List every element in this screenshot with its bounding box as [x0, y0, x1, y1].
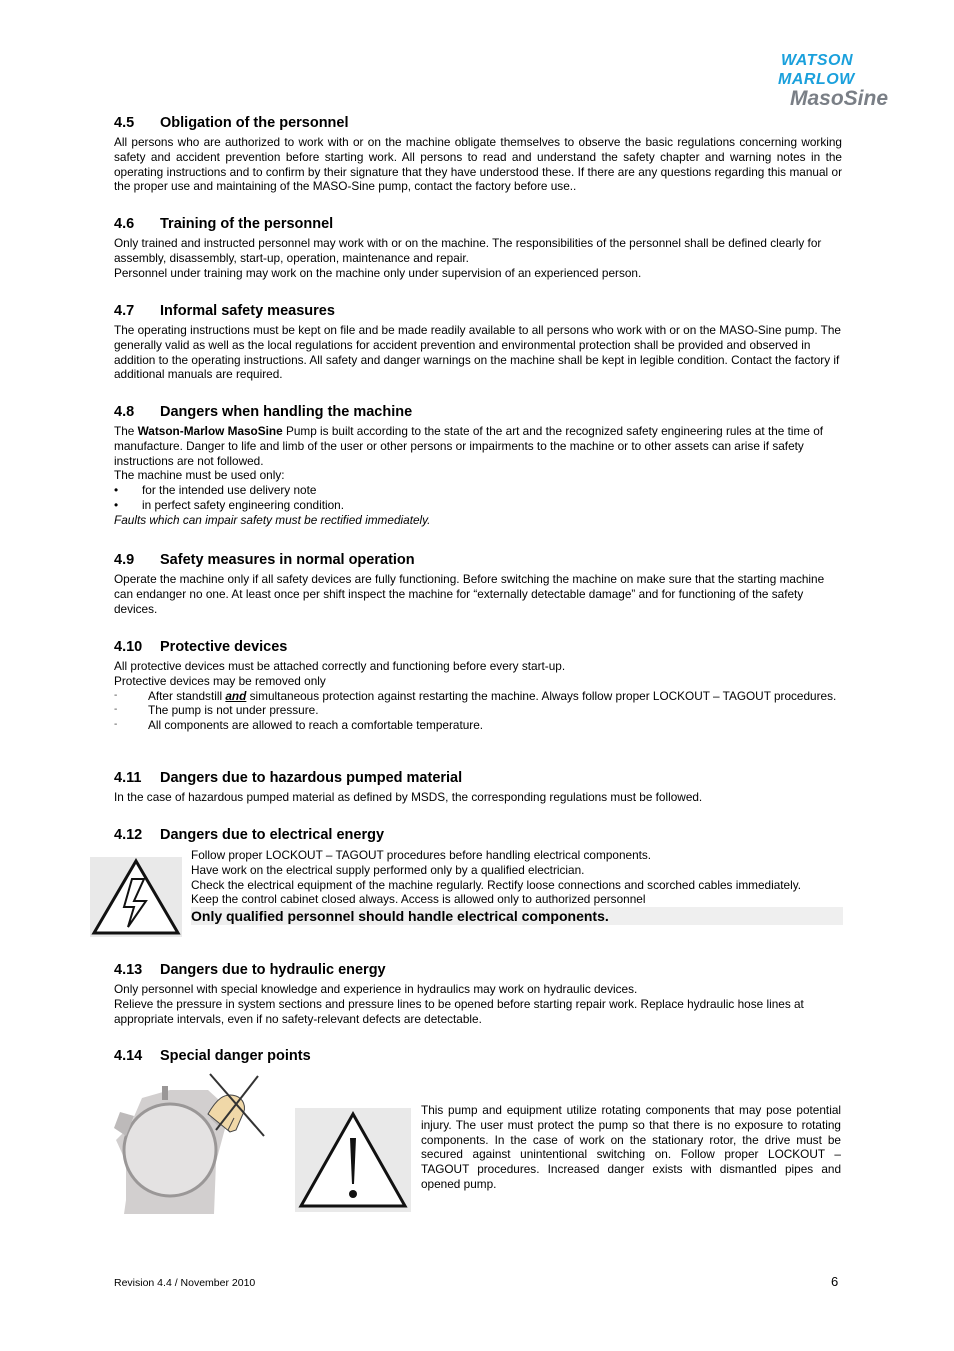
- section-4-10: [114, 638, 842, 733]
- section-4-7: [114, 302, 842, 382]
- instruction-line: Have work on the electrical supply performed only by a qualified electrician.: [191, 862, 585, 877]
- list-item: • in perfect safety engineering condition.: [114, 497, 344, 512]
- brand-name: Watson-Marlow MasoSine: [137, 424, 283, 438]
- list-item: - After standstill and simultaneous protection against restarting the machine. Always follow proper LOCKOUT – TAGOUT procedures.: [114, 688, 837, 703]
- electrical-hazard-icon: [90, 857, 182, 937]
- section-heading: 4.9 Safety measures in normal operation: [114, 552, 415, 568]
- general-warning-icon: [295, 1108, 411, 1212]
- section-heading: 4.6 Training of the personnel: [114, 216, 334, 232]
- electrical-emphasis: Only qualified personnel should handle electrical components.: [191, 907, 843, 925]
- logo-line-1: WATSON: [781, 52, 854, 69]
- section-text: This pump and equipment utilize rotating components that may pose potential injury. The user must protect the pump so that there is no exposure to rotating components. In the case of work on the stationary rotor, the drive must be secured against unintentional switching on. Follow proper LOCKOUT – TAGOUT procedures. Increased danger exists with dismantled pipes and opened pump.: [421, 1103, 841, 1191]
- section-heading: 4.13 Dangers due to hydraulic energy: [114, 962, 386, 978]
- section-4-8: [114, 403, 842, 528]
- page-number: 6: [831, 1274, 839, 1289]
- section-4-12: [114, 826, 842, 847]
- section-heading: 4.14 Special danger points: [114, 1048, 311, 1064]
- section-4-5: [114, 114, 842, 194]
- section-text: Personnel under training may work on the machine only under supervision of an experienced person.: [114, 265, 642, 280]
- section-text: All protective devices must be attached correctly and functioning before every start-up.: [114, 659, 566, 673]
- pump-no-hands-icon: [112, 1070, 268, 1218]
- section-4-6: [114, 215, 842, 280]
- section-4-14: [114, 1047, 842, 1068]
- section-heading: 4.10 Protective devices: [114, 639, 288, 655]
- list-item: - The pump is not under pressure.: [114, 703, 319, 718]
- section-heading: 4.12 Dangers due to electrical energy: [114, 827, 385, 843]
- instruction-line: Follow proper LOCKOUT – TAGOUT procedures before handling electrical components.: [191, 848, 652, 862]
- electrical-instructions: [191, 848, 843, 925]
- section-heading: 4.5 Obligation of the personnel: [114, 115, 349, 131]
- note-text: Faults which can impair safety must be rectified immediately.: [114, 512, 431, 527]
- section-4-13: [114, 961, 842, 1026]
- use-intro: The machine must be used only:: [114, 468, 285, 483]
- section-text: In the case of hazardous pumped material as defined by MSDS, the corresponding regulations must be followed.: [114, 790, 703, 804]
- section-text: The Watson-Marlow MasoSine Pump is built according to the state of the art and the recognized safety engineering rules at the time of manufacture. Danger to life and limb of the user or other persons or impairments to the machine or to other assets can arise if safety instructions are not followed.: [114, 424, 824, 468]
- logo-line-3: MasoSine: [790, 87, 889, 110]
- instruction-line: Check the electrical equipment of the machine regularly. Rectify loose connections and scorched cables immediately.: [191, 877, 802, 892]
- section-text: Relieve the pressure in system sections and pressure lines to be opened before starting repair work. Replace hydraulic hose lines at appropriate intervals, even if no safety-relevant defects are detectable.: [114, 996, 804, 1026]
- section-text: Protective devices may be removed only: [114, 673, 326, 688]
- danger-points-text: [421, 1103, 841, 1192]
- watson-marlow-masosine-logo: [778, 52, 902, 112]
- section-text: Only trained and instructed personnel may work with or on the machine. The responsibilities of the personnel shall be defined clearly for assembly, disassembly, start-up, operation, maintenance and repair.: [114, 236, 822, 265]
- revision-footer: Revision 4.4 / November 2010: [114, 1277, 256, 1289]
- instruction-line: Keep the control cabinet closed always. Access is allowed only to authorized personnel: [191, 892, 646, 907]
- logo-line-2: MARLOW: [778, 71, 855, 88]
- section-4-9: [114, 551, 842, 616]
- section-heading: 4.11 Dangers due to hazardous pumped material: [114, 770, 463, 786]
- section-heading: 4.8 Dangers when handling the machine: [114, 404, 413, 420]
- list-item: • for the intended use delivery note: [114, 483, 317, 498]
- list-item: - All components are allowed to reach a comfortable temperature.: [114, 718, 484, 733]
- section-text: The operating instructions must be kept on file and be made readily available to all persons who work with or on the MASO-Sine pump. The generally valid as well as the local regulations for accident prevention and environmental protection shall be provided and observed in addition to the operating instructions. All safety and danger warnings on the machine shall be kept in legible condition. Contact the factory if additional manuals are required.: [114, 323, 841, 382]
- section-4-11: [114, 769, 842, 805]
- section-text: Operate the machine only if all safety devices are fully functioning. Before switching the machine on make sure that the starting machine can endanger no one. At least once per shift inspect the machine for “externally detectable damage” and for functioning of the safety devices.: [114, 572, 825, 616]
- section-text: Only personnel with special knowledge and experience in hydraulics may work on hydraulic devices.: [114, 982, 638, 996]
- section-heading: 4.7 Informal safety measures: [114, 303, 335, 319]
- section-text: All persons who are authorized to work with or on the machine obligate themselves to observe the basic regulations concerning working safety and accident prevention before starting work. All persons to read and understand the safety chapter and warning notes in the operating instructions and to confirm by their signature that they have understood these. If there are any questions regarding this manual or the proper use and maintaining of the MASO-Sine pump, contact the factory before use..: [114, 135, 842, 194]
